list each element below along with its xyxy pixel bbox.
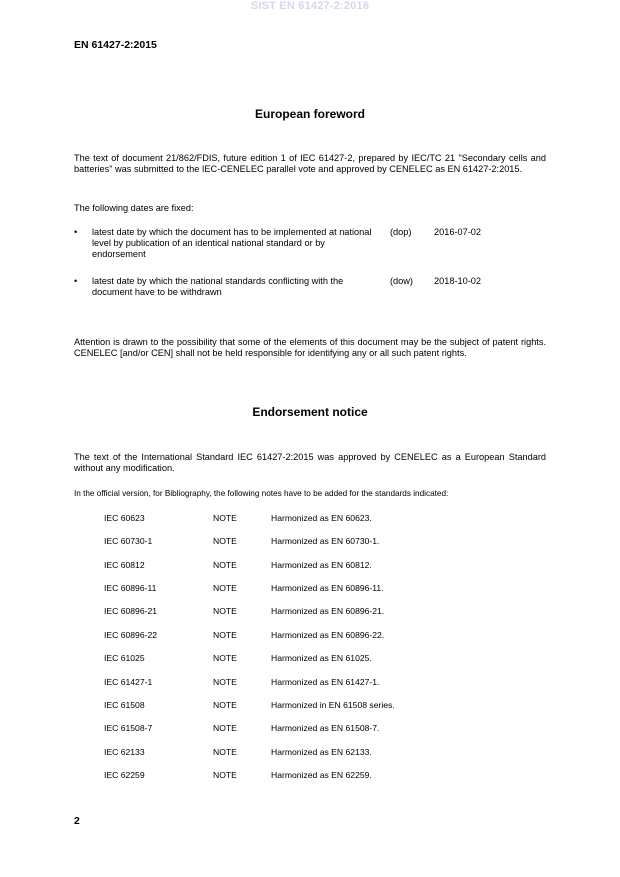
note-kind: NOTE [213, 560, 237, 570]
watermark: SIST EN 61427-2:2016 [250, 0, 370, 12]
note-row [104, 676, 504, 688]
date-item-code: (dow) [390, 276, 413, 286]
note-row [104, 652, 504, 664]
note-kind: NOTE [213, 653, 237, 663]
note-text: Harmonized in EN 61508 series. [271, 700, 395, 710]
bullet: • [74, 276, 78, 286]
note-standard: IEC 60812 [104, 560, 145, 570]
note-kind: NOTE [213, 630, 237, 640]
note-row [104, 629, 504, 641]
note-kind: NOTE [213, 677, 237, 687]
note-standard: IEC 60623 [104, 513, 145, 523]
note-text: Harmonized as EN 61025. [271, 653, 372, 663]
note-kind: NOTE [213, 513, 237, 523]
note-text: Harmonized as EN 61508-7. [271, 723, 380, 733]
note-text: Harmonized as EN 60730-1. [271, 536, 380, 546]
note-standard: IEC 60896-22 [104, 630, 158, 640]
foreword-intro: The text of document 21/862/FDIS, future edition 1 of IEC 61427-2, prepared by IEC/TC 21 "Secondary cells and batteries" was submitted to the IEC-CENELEC parallel vote and approved by CENELEC as EN 61427-2:2015. [74, 153, 546, 174]
attention-paragraph: Attention is drawn to the possibility that some of the elements of this document may be the subject of patent rights. CENELEC [and/or CEN] shall not be held responsible for identifying any or all such patent rights. [74, 337, 546, 358]
note-standard: IEC 61025 [104, 653, 145, 663]
note-standard: IEC 61427-1 [104, 677, 153, 687]
note-kind: NOTE [213, 583, 237, 593]
note-text: Harmonized as EN 60896-21. [271, 606, 385, 616]
note-row [104, 605, 504, 617]
date-item-code: (dop) [390, 227, 412, 237]
document-id: EN 61427-2:2015 [74, 39, 157, 51]
bibliography-intro: In the official version, for Bibliography, the following notes have to be added for the standards indicated: [74, 489, 449, 498]
note-text: Harmonized as EN 62259. [271, 770, 372, 780]
note-standard: IEC 60730-1 [104, 536, 153, 546]
date-item-date: 2016-07-02 [434, 227, 481, 237]
note-standard: IEC 61508 [104, 700, 145, 710]
note-row [104, 769, 504, 781]
date-item-date: 2018-10-02 [434, 276, 481, 286]
note-kind: NOTE [213, 700, 237, 710]
note-text: Harmonized as EN 60896-11. [271, 583, 384, 593]
note-text: Harmonized as EN 60623. [271, 513, 372, 523]
note-standard: IEC 60896-21 [104, 606, 158, 616]
note-row [104, 699, 504, 711]
note-kind: NOTE [213, 606, 237, 616]
endorsement-title: Endorsement notice [252, 405, 368, 419]
note-row [104, 512, 504, 524]
note-standard: IEC 62133 [104, 747, 145, 757]
note-standard: IEC 62259 [104, 770, 145, 780]
note-row [104, 746, 504, 758]
note-kind: NOTE [213, 536, 237, 546]
note-text: Harmonized as EN 62133. [271, 747, 372, 757]
bullet: • [74, 227, 78, 237]
note-standard: IEC 60896-11 [104, 583, 157, 593]
date-item-text: latest date by which the national standards conflicting with the document have to be withdrawn [92, 276, 344, 297]
note-kind: NOTE [213, 770, 237, 780]
note-text: Harmonized as EN 61427-1. [271, 677, 380, 687]
note-kind: NOTE [213, 747, 237, 757]
page-number: 2 [74, 815, 80, 827]
note-standard: IEC 61508-7 [104, 723, 153, 733]
note-row [104, 535, 504, 547]
note-row [104, 722, 504, 734]
note-text: Harmonized as EN 60812. [271, 560, 372, 570]
note-text: Harmonized as EN 60896-22. [271, 630, 385, 640]
date-item-text: latest date by which the document has to be implemented at national level by publication of an identical national standard or by endorsement [92, 227, 372, 259]
endorsement-text: The text of the International Standard IEC 61427-2:2015 was approved by CENELEC as a European Standard without any modification. [74, 452, 546, 473]
note-kind: NOTE [213, 723, 237, 733]
note-row [104, 582, 504, 594]
note-row [104, 559, 504, 571]
foreword-title: European foreword [254, 107, 365, 121]
dates-intro: The following dates are fixed: [74, 203, 194, 213]
